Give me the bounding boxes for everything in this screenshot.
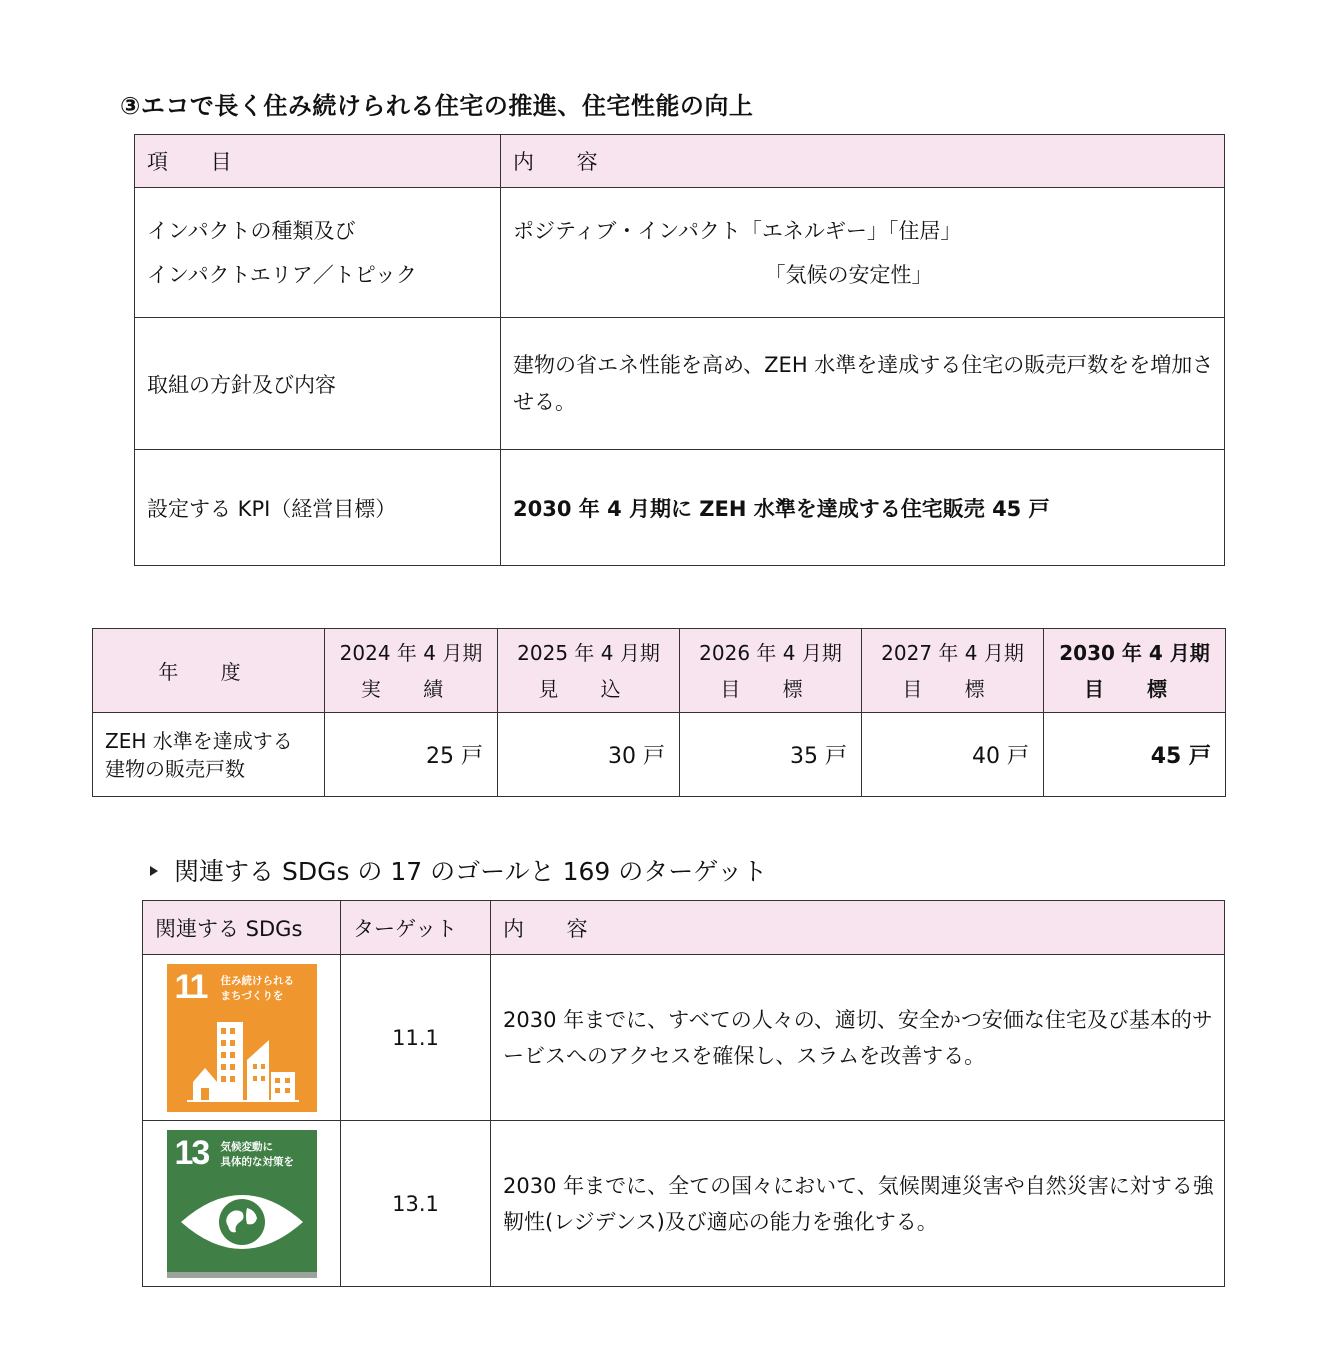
table-row — [135, 318, 1225, 450]
header-period: 2027 年 4 月期 目 標 — [862, 629, 1044, 713]
header-period: 2026 年 4 月期 目 標 — [680, 629, 862, 713]
target-cell: 11.1 — [341, 955, 491, 1121]
table-row — [135, 450, 1225, 566]
table-row — [135, 188, 1225, 318]
sdg-icon-cell — [143, 1121, 341, 1287]
value-cell-target: 45 戸 — [1044, 713, 1226, 797]
header-period-target: 2030 年 4 月期 目 標 — [1044, 629, 1226, 713]
table-row — [143, 955, 1225, 1121]
sdg-goal-13-icon: 13 気候変動に 具体的な対策を — [167, 1130, 317, 1278]
row-content: 建物の省エネ性能を高め、ZEH 水準を達成する住宅の販売戸数をを増加させる。 — [501, 318, 1225, 450]
header-sdgs: 関連する SDGs — [143, 901, 341, 955]
sdg-icon-cell — [143, 955, 341, 1121]
table-row — [93, 713, 1226, 797]
value-cell: 35 戸 — [680, 713, 862, 797]
kpi-content: 2030 年 4 月期に ZEH 水準を達成する住宅販売 45 戸 — [501, 450, 1225, 566]
row-label: 取組の方針及び内容 — [135, 318, 501, 450]
table-row — [143, 1121, 1225, 1287]
table-header-row — [135, 135, 1225, 188]
content-cell: 2030 年までに、すべての人々の、適切、安全かつ安価な住宅及び基本的サービスへのアクセスを確保し、スラムを改善する。 — [491, 955, 1225, 1121]
value-cell: 25 戸 — [325, 713, 498, 797]
triangle-bullet-icon — [150, 866, 158, 876]
kpi-schedule-table — [92, 628, 1226, 797]
sdgs-subtitle: 関連する SDGs の 17 のゴールと 169 のターゲット — [150, 852, 767, 888]
row-label: ZEH 水準を達成する 建物の販売戸数 — [93, 713, 325, 797]
target-cell: 13.1 — [341, 1121, 491, 1287]
value-cell: 30 戸 — [498, 713, 680, 797]
header-period: 2025 年 4 月期 見 込 — [498, 629, 680, 713]
sdg-goal-11-icon: 11 住み続けられる まちづくりを — [167, 964, 317, 1112]
row-content: ポジティブ・インパクト「エネルギー」「住居」 「気候の安定性」 — [501, 188, 1225, 318]
row-label: インパクトの種類及び インパクトエリア／トピック — [135, 188, 501, 318]
header-period: 2024 年 4 月期 実 績 — [325, 629, 498, 713]
table-header-row — [143, 901, 1225, 955]
header-target: ターゲット — [341, 901, 491, 955]
content-cell: 2030 年までに、全ての国々において、気候関連災害や自然災害に対する強靭性(レジデンス)及び適応の能力を強化する。 — [491, 1121, 1225, 1287]
header-year: 年 度 — [93, 629, 325, 713]
header-content: 内 容 — [491, 901, 1225, 955]
value-cell: 40 戸 — [862, 713, 1044, 797]
header-content: 内 容 — [501, 135, 1225, 188]
sdgs-table — [142, 900, 1225, 1287]
header-item: 項 目 — [135, 135, 501, 188]
impact-table — [134, 134, 1225, 566]
section-title: ③エコで長く住み続けられる住宅の推進、住宅性能の向上 — [120, 92, 754, 120]
row-label: 設定する KPI（経営目標） — [135, 450, 501, 566]
table-header-row — [93, 629, 1226, 713]
